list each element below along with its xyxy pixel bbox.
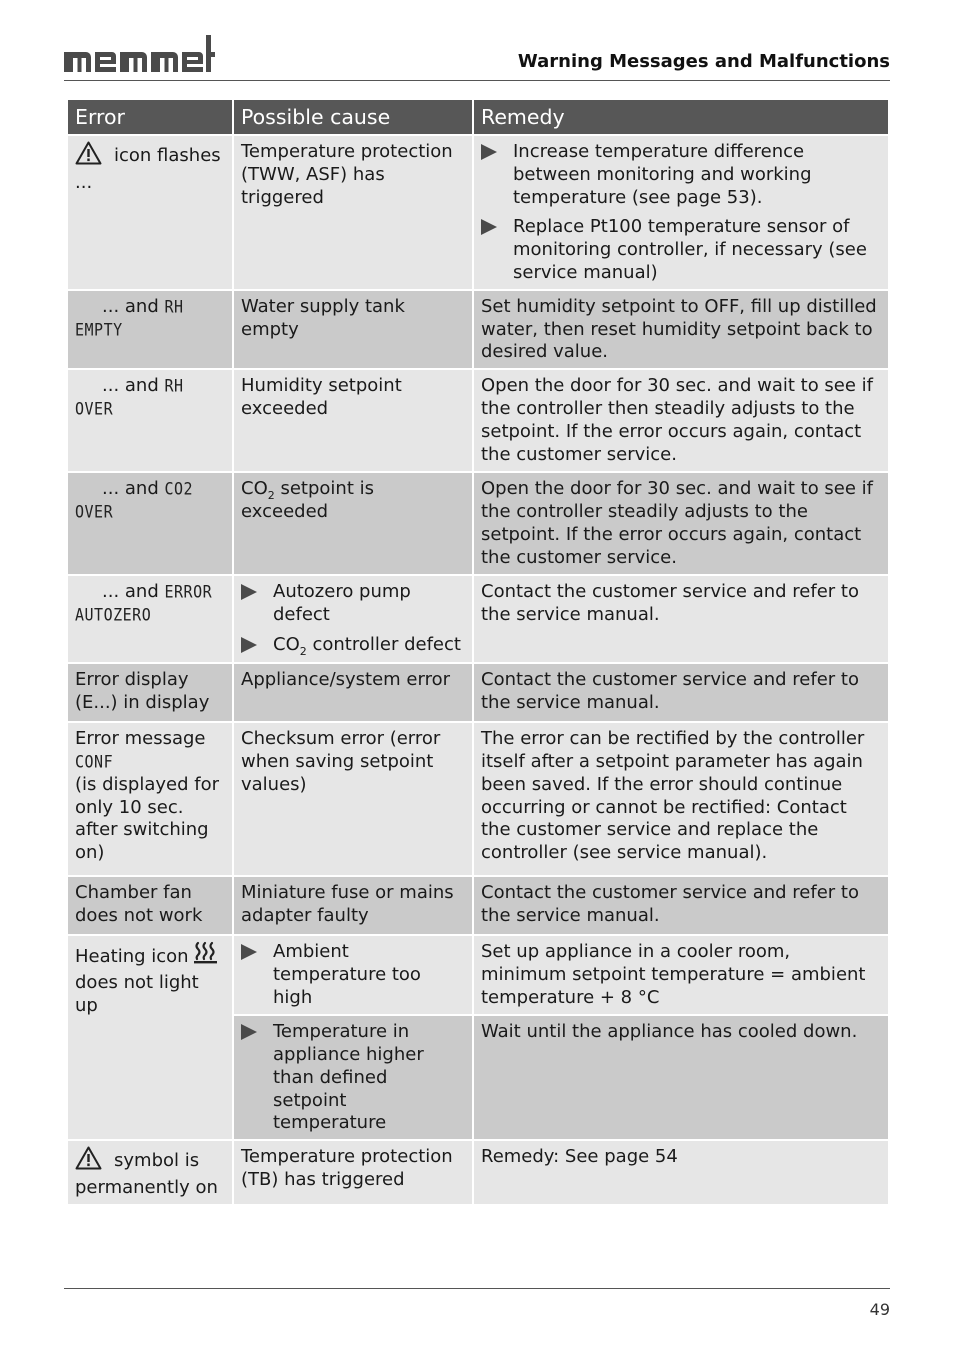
error-cell: Heating icon does not light up [67,935,233,1140]
display-code: RH [164,375,184,397]
bullet-item: Ambient temperature too high [241,941,465,1009]
cause-cell: Appliance/system error [233,663,473,722]
table-row [67,1140,889,1205]
table-header-row [67,99,889,135]
bullet-triangle-icon [481,144,497,160]
remedy-cell: Open the door for 30 sec. and wait to see if the controller then steadily adjusts to the setpoint. If the error occurs again, contact the customer service. [473,369,889,472]
table-row [67,575,889,663]
section-title: Warning Messages and Malfunctions [517,51,890,72]
error-cell: ... and ERROR AUTOZERO [67,575,233,663]
table-row [67,472,889,575]
table-row [67,663,889,722]
bullet-item: Autozero pump defect [241,581,465,627]
memmert-logo [64,32,224,74]
display-code: ERROR [164,581,213,603]
display-code: OVER [75,501,114,523]
bullet-item: Temperature in appliance higher than defined setpoint temperature [241,1021,465,1135]
cause-cell: Checksum error (error when saving setpoint values) [233,722,473,876]
table-row [67,135,889,290]
page-number: 49 [869,1300,890,1319]
header-error: Error [67,99,233,135]
display-code: EMPTY [75,319,123,340]
table-row [67,722,889,876]
cause-cell: Water supply tank empty [233,290,473,369]
error-cell: Chamber fan does not work [67,876,233,935]
remedy-cell: Open the door for 30 sec. and wait to see if the controller steadily adjusts to the setpoint. If the error occurs again, contact the customer service. [473,472,889,575]
error-cell: ... and CO2 OVER [67,472,233,575]
display-code: OVER [75,398,114,420]
heating-icon [193,941,218,972]
table-row [67,369,889,472]
remedy-cell: Set up appliance in a cooler room, minimum setpoint temperature = ambient temperature + 8 °C [473,935,889,1015]
bullet-triangle-icon [481,219,497,235]
remedy-cell: Contact the customer service and refer to the service manual. [473,876,889,935]
bullet-item: Replace Pt100 temperature sensor of monitoring controller, if necessary (see service manual) [481,216,881,284]
remedy-cell: Contact the customer service and refer to the service manual. [473,575,889,663]
bullet-triangle-icon [241,584,257,600]
warning-triangle-icon [75,1146,102,1177]
error-cell: symbol is permanently on [67,1140,233,1205]
error-cell: Error message CONF (is displayed for only 10 sec. after switching on) [67,722,233,876]
table-row [67,290,889,369]
bullet-item: Increase temperature difference between monitoring and working temperature (see page 53). [481,141,881,209]
cause-cell: Miniature fuse or mains adapter faulty [233,876,473,935]
table-row [67,935,889,1015]
error-cell: icon flashes ... [67,135,233,290]
remedy-cell: The error can be rectified by the controller itself after a setpoint parameter has again been saved. If the error should continue occurring or cannot be rectified: Contact the customer service and replace the controller (see service manual). [473,722,889,876]
bullet-triangle-icon [241,944,257,960]
bullet-item: $CO_2$ controller defect [241,634,465,657]
warning-triangle-icon [75,141,102,172]
header-remedy: Remedy [473,99,889,135]
display-code: CO2 [164,478,194,500]
remedy-cell: Contact the customer service and refer to the service manual. [473,663,889,722]
error-cell: ... and RH EMPTY [67,290,233,369]
display-code: RH [164,296,184,318]
remedy-cell: Remedy: See page 54 [473,1140,889,1205]
error-cell: Error display (E...) in display [67,663,233,722]
cause-cell: Temperature protection (TWW, ASF) has triggered [233,135,473,290]
error-cell: ... and RH OVER [67,369,233,472]
table-row [67,876,889,935]
cause-cell: Temperature protection (TB) has triggered [233,1140,473,1205]
remedy-cell: Wait until the appliance has cooled down. [473,1015,889,1140]
cause-cell [233,935,473,1015]
cause-cell: $CO_2$ setpoint is exceeded [233,472,473,575]
remedy-cell: Set humidity setpoint to OFF, fill up distilled water, then reset humidity setpoint back to desired value. [473,290,889,369]
bullet-triangle-icon [241,637,257,653]
footer-divider [64,1288,890,1289]
page-header [64,30,890,81]
display-code: CONF [75,751,114,773]
header-possible-cause: Possible cause [233,99,473,135]
cause-cell [233,575,473,663]
display-code: AUTOZERO [75,604,152,626]
remedy-cell [473,135,889,290]
error-table [66,98,890,1206]
bullet-triangle-icon [241,1024,257,1040]
cause-cell: Humidity setpoint exceeded [233,369,473,472]
cause-cell [233,1015,473,1140]
